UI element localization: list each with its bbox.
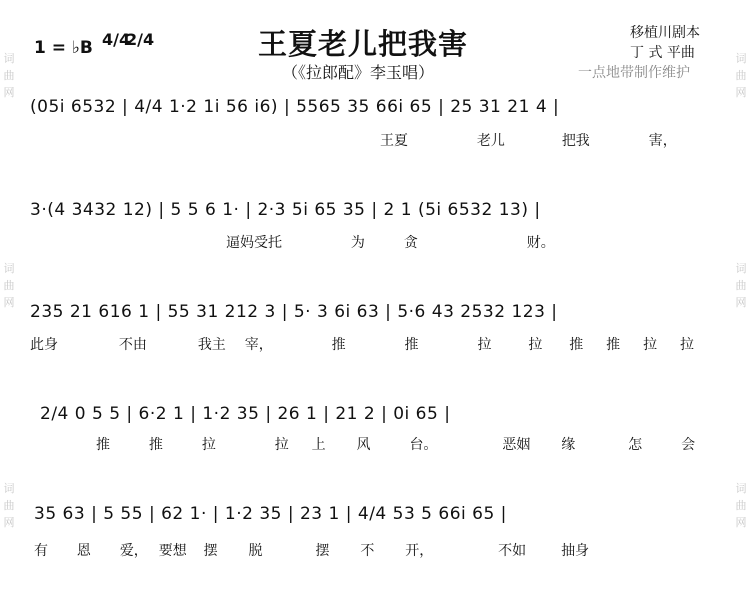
lyric: 上 bbox=[311, 437, 326, 453]
lyric: 拉 bbox=[274, 437, 289, 453]
lyric: 恩 bbox=[76, 543, 91, 559]
lyric: 有 bbox=[34, 543, 48, 559]
lyric: 恶姻 bbox=[502, 437, 531, 453]
lyric: 贪 bbox=[403, 235, 418, 251]
score-row-3-lyrics bbox=[30, 334, 694, 354]
lyric: 此身 bbox=[30, 337, 58, 353]
score-row-3-notes: 235 21 616 1 | 55 31 212 3 | 5· 3 6i 63 | 5·6 43 2532 123 | bbox=[30, 302, 558, 322]
lyric: 不 bbox=[360, 543, 375, 559]
score-row-5-lyrics bbox=[34, 540, 589, 560]
lyric: 推 bbox=[569, 337, 584, 353]
score-row-4-notes: 2/4 0 5 5 | 6·2 1 | 1·2 35 | 26 1 | 21 2 | 0i 65 | bbox=[40, 404, 451, 424]
score-row-1-lyrics bbox=[380, 130, 677, 150]
lyric: 宰， bbox=[244, 337, 273, 353]
watermark-right-2: 词 曲 网 bbox=[735, 262, 747, 309]
lyric: 推 bbox=[96, 437, 110, 453]
time-signature-1: 4/4 bbox=[102, 30, 131, 49]
lyric: 抽身 bbox=[561, 543, 590, 559]
credit-composer: 丁 式 平曲 bbox=[630, 45, 695, 61]
score-row-1-notes: (05i 6532 | 4/4 1·2 1i 56 i6) | 5565 35 66i 65 | 25 31 21 4 | bbox=[30, 97, 560, 117]
song-title: 王夏老儿把我害 bbox=[258, 27, 469, 61]
lyric: 台。 bbox=[409, 437, 438, 453]
lyric: 推 bbox=[606, 337, 621, 353]
lyric: 风 bbox=[356, 437, 371, 453]
score-row-2-lyrics bbox=[226, 232, 555, 252]
lyric: 爱， bbox=[119, 543, 148, 559]
score-row-5-notes: 35 63 | 5 55 | 62 1· | 1·2 35 | 23 1 | 4/4 53 5 66i 65 | bbox=[34, 504, 507, 524]
lyric: 我主 bbox=[197, 337, 226, 353]
lyric: 脱 bbox=[248, 543, 263, 559]
lyric: 会 bbox=[681, 437, 696, 453]
lyric: 要想 bbox=[158, 543, 187, 559]
score-row-2-notes: 3·(4 3432 12) | 5 5 6 1· | 2·3 5i 65 35 | 2 1 (5i 6532 13) | bbox=[30, 200, 541, 220]
watermark-left-3: 词 曲 网 bbox=[3, 482, 15, 529]
lyric: 老儿 bbox=[476, 133, 505, 149]
lyric: 开， bbox=[405, 543, 434, 559]
lyric: 推 bbox=[148, 437, 163, 453]
credit-source: 移植川剧本 bbox=[630, 25, 700, 41]
lyric: 怎 bbox=[628, 437, 643, 453]
lyric: 缘 bbox=[561, 437, 576, 453]
lyric: 逼妈受托 bbox=[226, 235, 282, 251]
credit-maintainer: 一点地带制作维护 bbox=[578, 65, 690, 81]
watermark-left-2: 词 曲 网 bbox=[3, 262, 15, 309]
lyric: 财。 bbox=[526, 235, 555, 251]
lyric: 推 bbox=[404, 337, 419, 353]
watermark-left: 词 曲 网 bbox=[3, 52, 15, 99]
score-row-4-lyrics bbox=[96, 434, 695, 454]
lyric: 不由 bbox=[118, 337, 147, 353]
lyric: 为 bbox=[350, 235, 365, 251]
lyric: 拉 bbox=[528, 337, 543, 353]
lyric: 摆 bbox=[203, 543, 218, 559]
watermark-right-3: 词 曲 网 bbox=[735, 482, 747, 529]
song-subtitle: （《拉郎配》李玉唱） bbox=[282, 63, 435, 82]
lyric: 推 bbox=[331, 337, 346, 353]
lyric: 拉 bbox=[477, 337, 492, 353]
lyric: 把我 bbox=[561, 133, 590, 149]
lyric: 拉 bbox=[643, 337, 658, 353]
time-signature-2: 2/4 bbox=[126, 30, 155, 49]
lyric: 不如 bbox=[498, 543, 527, 559]
lyric: 拉 bbox=[201, 437, 216, 453]
key-signature: 1 = ♭B bbox=[34, 38, 93, 58]
lyric: 摆 bbox=[315, 543, 330, 559]
watermark-right: 词 曲 网 bbox=[735, 52, 747, 99]
lyric: 害， bbox=[648, 133, 677, 149]
lyric: 拉 bbox=[679, 337, 694, 353]
lyric: 王夏 bbox=[380, 133, 408, 149]
